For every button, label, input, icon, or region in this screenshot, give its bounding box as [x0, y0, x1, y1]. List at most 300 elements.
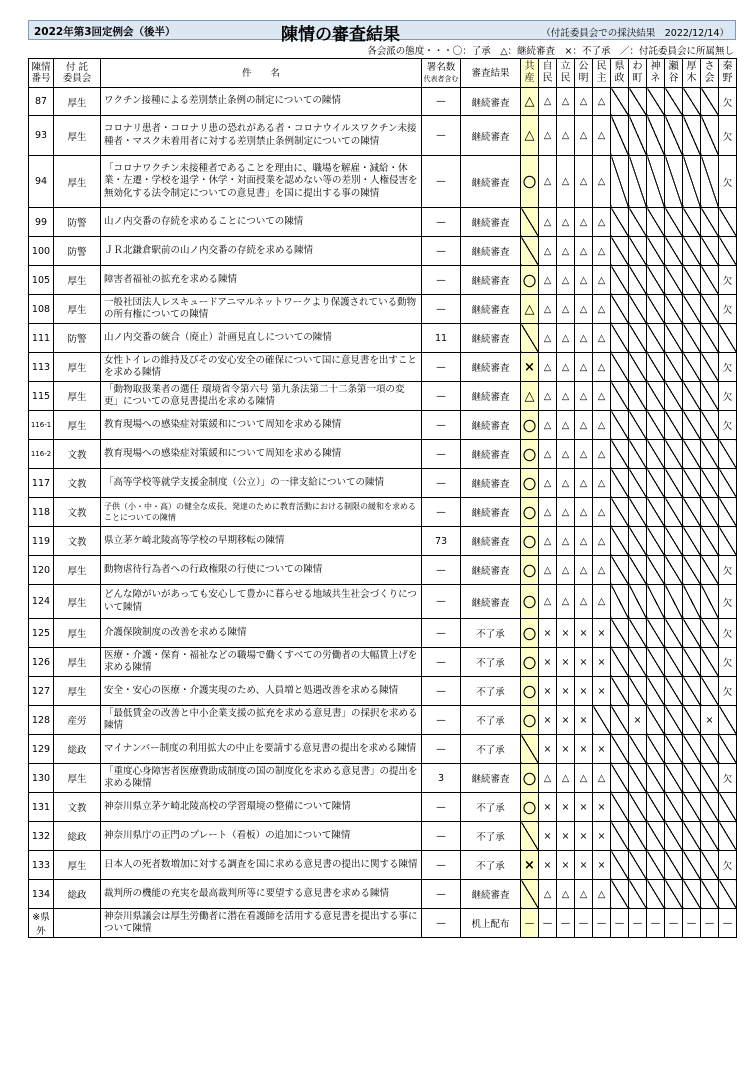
party-vote [683, 266, 701, 295]
party-vote: △ [557, 498, 575, 527]
party-vote [701, 648, 719, 677]
party-vote: △ [575, 764, 593, 793]
petition-subject: どんな障がいがあっても安心して豊かに暮らせる地域共生社会づくりについて陳情 [101, 585, 422, 619]
signature-count: — [422, 556, 461, 585]
party-vote [719, 440, 737, 469]
petition-subject: ワクチン接種による差別禁止条例の制定についての陳情 [101, 88, 422, 116]
party-vote [665, 677, 683, 706]
party-vote: 欠 [719, 295, 737, 324]
result-cell: 継続審査 [461, 237, 521, 266]
party-vote [665, 440, 683, 469]
party-vote [665, 469, 683, 498]
col-header-number: 陳情 番号 [29, 59, 54, 88]
party-vote [629, 619, 647, 648]
petition-subject: 県立茅ケ崎北陵高等学校の早期移転の陳情 [101, 527, 422, 556]
party-vote [611, 382, 629, 411]
party-vote: 〇 [521, 469, 539, 498]
party-vote [701, 116, 719, 156]
col-header-party: 立 民 [557, 59, 575, 88]
party-vote [629, 295, 647, 324]
party-vote: △ [593, 764, 611, 793]
party-vote [719, 208, 737, 237]
party-vote [611, 735, 629, 764]
party-vote: △ [539, 88, 557, 116]
party-vote: △ [593, 237, 611, 266]
party-vote [665, 648, 683, 677]
party-vote: × [539, 851, 557, 880]
party-vote [647, 822, 665, 851]
committee-cell: 厚生 [54, 677, 101, 706]
party-vote [629, 585, 647, 619]
petition-subject: 医療・介護・保育・福祉などの職場で働くすべての労働者の大幅賃上げを求める陳情 [101, 648, 422, 677]
party-vote: △ [539, 585, 557, 619]
party-vote: 欠 [719, 116, 737, 156]
result-cell: 不了承 [461, 793, 521, 822]
party-vote: 欠 [719, 88, 737, 116]
party-vote [665, 208, 683, 237]
party-vote [647, 353, 665, 382]
party-vote: × [557, 851, 575, 880]
party-vote [629, 764, 647, 793]
party-vote [683, 469, 701, 498]
table-row [29, 469, 737, 498]
committee-cell: 総政 [54, 735, 101, 764]
signature-count: — [422, 88, 461, 116]
result-cell: 継続審査 [461, 324, 521, 353]
party-vote [683, 706, 701, 735]
party-vote: × [539, 706, 557, 735]
petition-subject: マイナンバー制度の利用拡大の中止を要請する意見書の提出を求める陳情 [101, 735, 422, 764]
table-row [29, 909, 737, 938]
party-vote: × [539, 822, 557, 851]
party-vote [665, 498, 683, 527]
party-vote: 〇 [521, 411, 539, 440]
party-vote [665, 116, 683, 156]
party-vote: × [557, 648, 575, 677]
result-cell: 継続審査 [461, 527, 521, 556]
party-vote: △ [539, 237, 557, 266]
table-row [29, 411, 737, 440]
table-row [29, 793, 737, 822]
party-vote [629, 851, 647, 880]
party-vote: 〇 [521, 440, 539, 469]
result-cell: 継続審査 [461, 156, 521, 208]
petition-number: 116-2 [29, 440, 54, 469]
party-vote: × [575, 648, 593, 677]
result-cell: 継続審査 [461, 498, 521, 527]
party-vote [611, 208, 629, 237]
party-vote [629, 116, 647, 156]
party-vote: — [665, 909, 683, 938]
party-vote: △ [539, 411, 557, 440]
party-vote [629, 237, 647, 266]
party-vote: △ [575, 116, 593, 156]
party-vote [629, 822, 647, 851]
party-vote [701, 156, 719, 208]
petition-number: 127 [29, 677, 54, 706]
party-vote [719, 237, 737, 266]
party-vote: △ [575, 382, 593, 411]
party-vote [629, 677, 647, 706]
party-vote [683, 324, 701, 353]
party-vote [647, 735, 665, 764]
petition-number: 132 [29, 822, 54, 851]
signature-count: — [422, 648, 461, 677]
party-vote [611, 556, 629, 585]
committee-cell: 厚生 [54, 556, 101, 585]
committee-cell: 文教 [54, 793, 101, 822]
signature-count: — [422, 880, 461, 909]
party-vote [701, 469, 719, 498]
party-vote [701, 498, 719, 527]
party-vote: 〇 [521, 764, 539, 793]
party-vote: × [593, 619, 611, 648]
committee-cell: 総政 [54, 822, 101, 851]
col-header-party: 瀬 谷 [665, 59, 683, 88]
table-row [29, 735, 737, 764]
party-vote [629, 527, 647, 556]
committee-cell: 厚生 [54, 764, 101, 793]
petition-subject: ＪＲ北鎌倉駅前の山ノ内交番の存続を求める陳情 [101, 237, 422, 266]
party-vote: 欠 [719, 556, 737, 585]
party-vote [665, 793, 683, 822]
table-row [29, 764, 737, 793]
party-vote [611, 851, 629, 880]
party-vote [611, 88, 629, 116]
party-vote [683, 793, 701, 822]
result-cell: 継続審査 [461, 764, 521, 793]
petition-subject: 安全・安心の医療・介護実現のため、人員増と処遇改善を求める陳情 [101, 677, 422, 706]
party-vote [629, 440, 647, 469]
party-vote [647, 411, 665, 440]
petition-number: 129 [29, 735, 54, 764]
party-vote: △ [521, 88, 539, 116]
signature-count: — [422, 706, 461, 735]
party-vote [647, 585, 665, 619]
party-vote: 〇 [521, 793, 539, 822]
party-vote [719, 324, 737, 353]
party-vote [521, 208, 539, 237]
party-vote: △ [557, 266, 575, 295]
party-vote: × [557, 706, 575, 735]
party-vote [647, 208, 665, 237]
col-header-signatures: 署名数 代表者含む [422, 59, 461, 88]
party-vote [647, 793, 665, 822]
result-note: （付託委員会での採決結果 2022/12/14） [541, 28, 729, 39]
party-vote [665, 880, 683, 909]
signature-count: — [422, 851, 461, 880]
party-vote: △ [593, 880, 611, 909]
party-vote: △ [575, 880, 593, 909]
party-vote: △ [593, 469, 611, 498]
party-vote [629, 382, 647, 411]
party-vote [683, 677, 701, 706]
party-vote [629, 648, 647, 677]
committee-cell: 総政 [54, 880, 101, 909]
party-vote [521, 237, 539, 266]
party-vote [647, 619, 665, 648]
col-header-committee: 付 託 委員会 [54, 59, 101, 88]
petition-subject: 「動物取扱業者の選任 環境省令第六号 第九条法第二十二条第一項の変更」についての意見書提出を求める陳情 [101, 382, 422, 411]
result-cell: 不了承 [461, 677, 521, 706]
party-vote: × [521, 353, 539, 382]
party-vote [701, 793, 719, 822]
party-vote: △ [593, 116, 611, 156]
petition-number: 87 [29, 88, 54, 116]
party-vote [665, 735, 683, 764]
party-vote: 〇 [521, 648, 539, 677]
party-vote: 〇 [521, 156, 539, 208]
signature-count: — [422, 411, 461, 440]
party-vote [683, 237, 701, 266]
col-header-party: 自 民 [539, 59, 557, 88]
party-vote: △ [575, 156, 593, 208]
party-vote: × [575, 822, 593, 851]
petition-number: 124 [29, 585, 54, 619]
party-vote: △ [539, 116, 557, 156]
party-vote: — [575, 909, 593, 938]
party-vote: × [593, 648, 611, 677]
signature-count: 11 [422, 324, 461, 353]
party-vote [701, 822, 719, 851]
party-vote: △ [575, 411, 593, 440]
party-vote: 欠 [719, 677, 737, 706]
party-vote: △ [539, 156, 557, 208]
petition-subject: 動物虐待行為者への行政権限の行使についての陳情 [101, 556, 422, 585]
result-cell: 不了承 [461, 648, 521, 677]
party-vote: 欠 [719, 619, 737, 648]
party-vote [701, 735, 719, 764]
party-vote [701, 440, 719, 469]
petition-number: 115 [29, 382, 54, 411]
petition-number: 119 [29, 527, 54, 556]
party-vote [611, 793, 629, 822]
party-vote: × [557, 619, 575, 648]
table-row [29, 237, 737, 266]
party-vote: 欠 [719, 266, 737, 295]
party-vote [629, 556, 647, 585]
table-row [29, 619, 737, 648]
party-vote [521, 735, 539, 764]
party-vote [665, 851, 683, 880]
party-vote: △ [575, 585, 593, 619]
party-vote [629, 88, 647, 116]
party-vote: △ [575, 556, 593, 585]
party-vote: △ [575, 498, 593, 527]
party-vote: — [629, 909, 647, 938]
petition-subject: 女性トイレの維持及びその安心安全の確保について国に意見書を出すことを求める陳情 [101, 353, 422, 382]
party-vote: △ [593, 382, 611, 411]
table-row [29, 822, 737, 851]
result-cell: 継続審査 [461, 353, 521, 382]
party-vote: △ [557, 556, 575, 585]
petition-subject: 教育現場への感染症対策緩和について周知を求める陳情 [101, 440, 422, 469]
party-vote [701, 353, 719, 382]
party-vote [521, 324, 539, 353]
result-cell: 継続審査 [461, 556, 521, 585]
party-vote: △ [575, 237, 593, 266]
party-vote: △ [557, 469, 575, 498]
petition-number: 126 [29, 648, 54, 677]
party-vote: △ [593, 88, 611, 116]
party-vote [701, 585, 719, 619]
party-vote [611, 880, 629, 909]
committee-cell: 厚生 [54, 851, 101, 880]
party-vote [719, 735, 737, 764]
party-vote [629, 208, 647, 237]
party-vote: △ [557, 585, 575, 619]
party-vote [701, 851, 719, 880]
party-vote [683, 735, 701, 764]
party-vote: 〇 [521, 266, 539, 295]
party-vote [683, 498, 701, 527]
party-vote [629, 353, 647, 382]
result-cell: 不了承 [461, 706, 521, 735]
signature-count: — [422, 295, 461, 324]
party-vote: × [557, 822, 575, 851]
table-row [29, 88, 737, 116]
signature-count: — [422, 440, 461, 469]
party-vote [611, 266, 629, 295]
committee-cell: 厚生 [54, 411, 101, 440]
signature-count: — [422, 208, 461, 237]
party-vote [719, 880, 737, 909]
petition-number: 133 [29, 851, 54, 880]
party-vote: △ [539, 764, 557, 793]
party-vote: 欠 [719, 585, 737, 619]
party-vote [629, 324, 647, 353]
petition-subject: 子供（小・中・高）の健全な成長、発達のために教育活動における制限の緩和を求めることについての陳情 [101, 498, 422, 527]
party-vote [629, 156, 647, 208]
party-vote: — [647, 909, 665, 938]
party-vote [665, 88, 683, 116]
party-vote [647, 88, 665, 116]
party-vote [701, 382, 719, 411]
petition-subject: 日本人の死者数増加に対する調査を国に求める意見書の提出に関する陳情 [101, 851, 422, 880]
table-row [29, 527, 737, 556]
committee-cell: 厚生 [54, 116, 101, 156]
result-cell: 継続審査 [461, 382, 521, 411]
party-vote [683, 585, 701, 619]
party-vote: 〇 [521, 619, 539, 648]
party-vote: △ [593, 208, 611, 237]
party-vote: △ [575, 266, 593, 295]
petition-number: 108 [29, 295, 54, 324]
committee-cell: 厚生 [54, 585, 101, 619]
committee-cell: 防警 [54, 324, 101, 353]
signature-count: — [422, 156, 461, 208]
report-header [28, 20, 736, 45]
result-cell: 机上配布 [461, 909, 521, 938]
party-vote: 欠 [719, 648, 737, 677]
party-vote [719, 822, 737, 851]
col-header-party: 県 政 [611, 59, 629, 88]
party-vote [683, 822, 701, 851]
party-vote [629, 735, 647, 764]
party-vote [629, 266, 647, 295]
party-vote: △ [557, 156, 575, 208]
party-vote: △ [593, 156, 611, 208]
party-vote: — [557, 909, 575, 938]
party-vote [611, 353, 629, 382]
party-vote [701, 619, 719, 648]
party-vote [701, 88, 719, 116]
party-vote: △ [593, 295, 611, 324]
result-cell: 継続審査 [461, 469, 521, 498]
party-vote: — [701, 909, 719, 938]
party-vote [647, 324, 665, 353]
session-label: 2022年第3回定例会（後半） [34, 26, 176, 38]
party-vote [683, 764, 701, 793]
committee-cell: 厚生 [54, 156, 101, 208]
party-vote: × [593, 793, 611, 822]
party-vote [521, 880, 539, 909]
petition-subject: 裁判所の機能の充実を最高裁判所等に要望する意見書を求める陳情 [101, 880, 422, 909]
petition-number: 120 [29, 556, 54, 585]
party-vote: 〇 [521, 556, 539, 585]
party-vote [665, 822, 683, 851]
result-cell: 継続審査 [461, 585, 521, 619]
party-vote [683, 880, 701, 909]
party-vote [611, 677, 629, 706]
party-vote [647, 527, 665, 556]
col-header-party: わ 町 [629, 59, 647, 88]
committee-cell: 文教 [54, 440, 101, 469]
party-vote: △ [521, 382, 539, 411]
petition-number: 93 [29, 116, 54, 156]
petition-subject: 神奈川県議会は厚生労働者に潜在看護師を活用する意見書を提出する事について陳情 [101, 909, 422, 938]
table-row [29, 556, 737, 585]
petition-number: ※県外 [29, 909, 54, 938]
party-vote: × [593, 851, 611, 880]
party-vote [701, 208, 719, 237]
party-vote: × [539, 619, 557, 648]
party-vote [665, 353, 683, 382]
signature-count: — [422, 469, 461, 498]
table-row [29, 266, 737, 295]
party-vote: △ [539, 469, 557, 498]
party-vote: △ [539, 208, 557, 237]
party-vote: △ [557, 237, 575, 266]
col-header-party: 公 明 [575, 59, 593, 88]
petition-number: 125 [29, 619, 54, 648]
party-vote: 欠 [719, 851, 737, 880]
result-cell: 不了承 [461, 851, 521, 880]
petition-subject: 介護保険制度の改善を求める陳情 [101, 619, 422, 648]
party-vote [665, 156, 683, 208]
col-header-party: 神 ネ [647, 59, 665, 88]
vote-legend: 各会派の態度・・・〇：了承 △：継続審査 ×：不了承 ／：付託委員会に所属無し [367, 46, 734, 57]
page-title: 陳情の審査結果 [281, 25, 400, 45]
petition-number: 118 [29, 498, 54, 527]
party-vote: △ [557, 764, 575, 793]
party-vote: △ [575, 527, 593, 556]
party-vote: △ [557, 116, 575, 156]
party-vote: 〇 [521, 585, 539, 619]
committee-cell: 文教 [54, 527, 101, 556]
party-vote: × [557, 677, 575, 706]
result-cell: 不了承 [461, 735, 521, 764]
party-vote [683, 88, 701, 116]
party-vote [629, 793, 647, 822]
result-cell: 継続審査 [461, 295, 521, 324]
party-vote [629, 469, 647, 498]
party-vote [683, 619, 701, 648]
table-row [29, 324, 737, 353]
petition-subject: 「最低賃金の改善と中小企業支援の拡充を求める意見書」の採択を求める陳情 [101, 706, 422, 735]
party-vote: × [539, 648, 557, 677]
party-vote [683, 411, 701, 440]
